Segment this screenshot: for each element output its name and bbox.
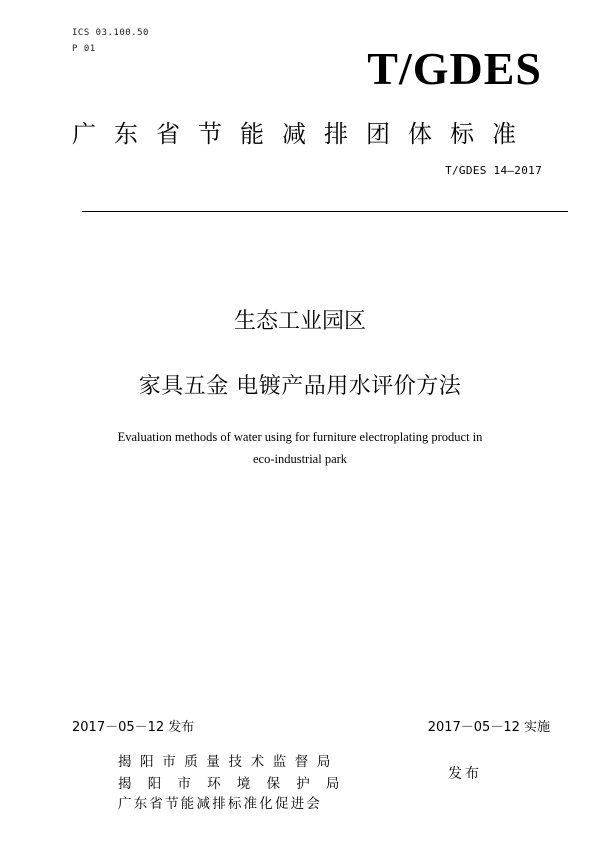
issuing-agency-2: 揭阳市环境保护局 bbox=[118, 776, 356, 792]
title-en-line2: eco-industrial park bbox=[252, 452, 348, 466]
implement-date: 2017－05－12 实施 bbox=[427, 720, 550, 735]
header-divider bbox=[82, 211, 568, 212]
title-cn-line1: 生态工业园区 bbox=[233, 309, 366, 334]
standard-number: T/GDES 14—2017 bbox=[445, 164, 542, 177]
ics-code: ICS 03.100.50 bbox=[72, 28, 149, 38]
organization-standard-heading: 广东省节能减排团体标准 bbox=[72, 120, 534, 148]
standard-code-logo: T/GDES bbox=[367, 43, 542, 94]
issue-label: 发布 bbox=[448, 766, 482, 782]
title-en-line1: Evaluation methods of water using for furniture electroplating product in bbox=[117, 430, 483, 444]
ccs-code: P 01 bbox=[72, 44, 96, 54]
publish-date: 2017－05－12 发布 bbox=[72, 720, 195, 735]
title-cn-line2: 家具五金 电镀产品用水评价方法 bbox=[138, 374, 462, 399]
issuing-agency-1: 揭阳市质量技术监督局 bbox=[118, 754, 339, 770]
issuing-agency-3: 广东省节能减排标准化促进会 bbox=[118, 796, 323, 812]
